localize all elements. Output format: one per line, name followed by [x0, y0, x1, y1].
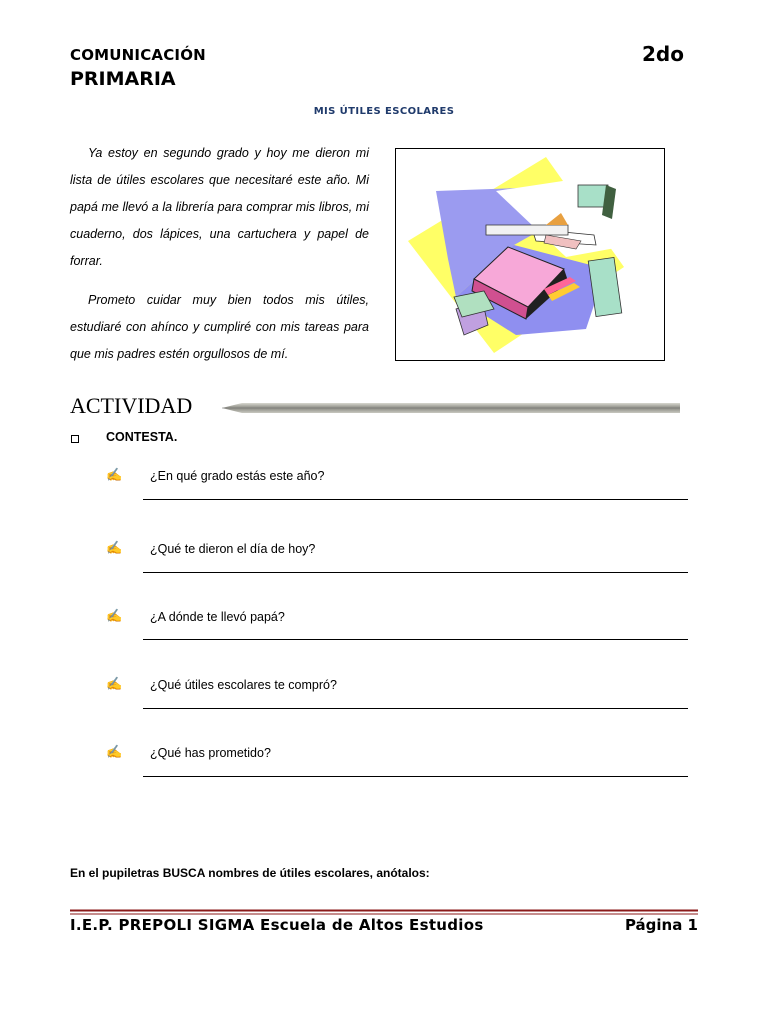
word-search-instruction: En el pupiletras BUSCA nombres de útiles escolares, anótalos:	[70, 866, 430, 880]
footer-page-number: Página 1	[624, 916, 698, 934]
reading-paragraph-2: Prometo cuidar muy bien todos mis útiles, estudiaré con ahínco y cumpliré con mis tareas para que mis padres estén orgullosos de mí.	[70, 293, 369, 361]
answer-line-3[interactable]	[143, 639, 688, 640]
answer-line-5[interactable]	[143, 776, 688, 777]
footer-school-name: I.E.P. PREPOLI SIGMA Escuela de Altos Estudios	[70, 916, 484, 934]
activity-divider	[222, 401, 682, 415]
reading-paragraph-1: Ya estoy en segundo grado y hoy me dieron mi lista de útiles escolares que necesitaré este año. Mi papá me llevó a la librería para comprar mis libros, mi cuaderno, dos lápices, una cartuchera y papel de forrar.	[70, 146, 369, 268]
question-4: ¿Qué útiles escolares te compró?	[150, 678, 337, 692]
writing-hand-icon: ✍	[106, 467, 123, 482]
school-supplies-illustration	[395, 148, 665, 361]
document-title: MIS ÚTILES ESCOLARES	[313, 106, 455, 117]
grade-label: 2do	[642, 42, 684, 66]
activity-instruction: CONTESTA.	[106, 430, 178, 444]
writing-hand-icon: ✍	[106, 676, 123, 691]
writing-hand-icon: ✍	[106, 744, 123, 759]
level-heading: PRIMARIA	[70, 68, 176, 90]
question-5: ¿Qué has prometido?	[150, 746, 271, 760]
question-3: ¿A dónde te llevó papá?	[150, 610, 285, 624]
reading-passage	[70, 140, 369, 380]
question-2: ¿Qué te dieron el día de hoy?	[150, 542, 316, 556]
writing-hand-icon: ✍	[106, 608, 123, 623]
subject-heading: COMUNICACIÓN	[70, 46, 206, 64]
checkbox-bullet-icon	[71, 435, 79, 443]
writing-hand-icon: ✍	[106, 540, 123, 555]
answer-line-2[interactable]	[143, 572, 688, 573]
question-1: ¿En qué grado estás este año?	[150, 469, 325, 483]
school-supplies-clipart-icon	[396, 149, 664, 360]
answer-line-1[interactable]	[143, 499, 688, 500]
answer-line-4[interactable]	[143, 708, 688, 709]
activity-heading: ACTIVIDAD	[70, 393, 193, 418]
